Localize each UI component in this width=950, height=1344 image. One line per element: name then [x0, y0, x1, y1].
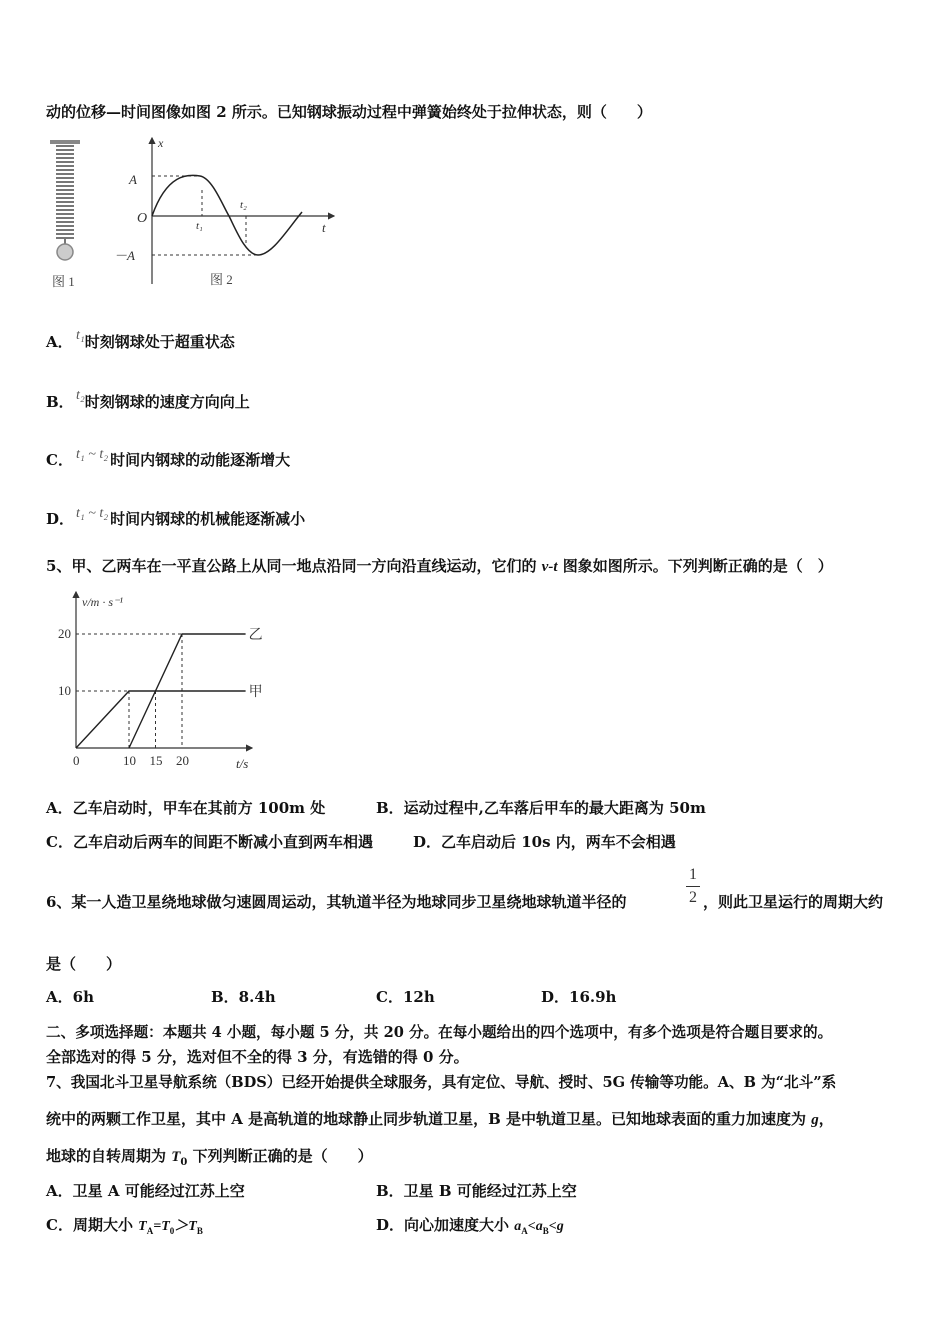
x-tick-label: 15 [149, 753, 163, 768]
q4-option-c[interactable] [46, 447, 291, 472]
q7-option-d-text: D．向心加速度大小 [376, 1216, 515, 1234]
t-axis-label: t [322, 220, 326, 235]
q7-option-d[interactable] [376, 1215, 564, 1241]
option-letter: A． [46, 333, 73, 351]
q5-stem-a: 5、甲、乙两车在一平直公路上从同一地点沿同一方向沿直线运动，它们的 [46, 557, 542, 575]
q5-option-c[interactable]: C．乙车启动后两车的间距不断减小直到两车相遇 [46, 833, 373, 851]
option-math: t₁ [76, 328, 85, 343]
option-text: 时间内钢球的机械能逐渐减小 [110, 510, 306, 528]
q6-option-c[interactable]: C．12h [376, 988, 435, 1006]
q7-line3-a: 地球的自转周期为 [46, 1147, 172, 1165]
spring-figure [44, 138, 94, 293]
A-label: A [129, 172, 137, 187]
q7-line2 [46, 1109, 834, 1130]
option-text: 时间内钢球的动能逐渐增大 [110, 451, 291, 469]
option-math: t₂ [76, 388, 85, 403]
series-label: 甲 [248, 685, 263, 700]
q6-fraction [686, 866, 700, 907]
fig2-caption: 图 2 [210, 272, 233, 287]
q6-option-b[interactable]: B．8.4h [211, 988, 276, 1006]
fig1-caption: 图 1 [52, 274, 75, 289]
spring-coil [56, 146, 74, 244]
section2-line1: 二、多项选择题：本题共 4 小题，每小题 5 分，共 20 分。在每小题给出的四个选项中，有多个选项是符合题目要求的。 [46, 1024, 833, 1041]
q4-option-b[interactable] [46, 388, 250, 414]
q7-T0: T [171, 1149, 181, 1165]
q7-g: g [811, 1112, 819, 1128]
q7-line3-b: 下列判断正确的是（ ） [187, 1147, 373, 1165]
option-math: t₁ ~ t₂ [76, 506, 109, 521]
xt-graph [112, 134, 342, 294]
t1-label: t₁ [196, 220, 203, 232]
option-letter: D． [46, 510, 75, 528]
q6-option-a[interactable]: A．6h [46, 988, 94, 1006]
q6-stem-a: 6、某一人造卫星绕地球做匀速圆周运动，其轨道半径为地球同步卫星绕地球轨道半径的 [46, 893, 627, 911]
steel-ball [57, 244, 73, 260]
option-letter: B． [46, 393, 74, 411]
y-tick-label: 10 [58, 683, 71, 698]
q4-stem: 动的位移—时间图像如图 2 所示。已知钢球振动过程中弹簧始终处于拉伸状态，则（ ） [46, 103, 652, 121]
q7-line2-b: ， [818, 1110, 834, 1128]
q7-option-a[interactable]: A．卫星 A 可能经过江苏上空 [46, 1182, 245, 1200]
option-math: t₁ ~ t₂ [76, 447, 109, 462]
option-letter: C． [46, 451, 73, 469]
q6-stem-b: ，则此卫星运行的周期大约 [703, 893, 884, 911]
vt-x-label: t/s [236, 756, 249, 771]
spring-ceiling [50, 140, 80, 144]
q7-line2-a: 统中的两颗工作卫星，其中 A 是高轨道的地球静止同步轨道卫星，B 是中轨道卫星。已知地球表面的重力加速度为 [46, 1110, 812, 1128]
frac-bar [686, 886, 700, 887]
vt-y-label: v/m · s⁻¹ [82, 595, 123, 609]
frac-denominator: 2 [689, 889, 697, 906]
option-text: 时刻钢球的速度方向向上 [84, 393, 250, 411]
q7-line1: 7、我国北斗卫星导航系统（BDS）已经开始提供全球服务，具有定位、导航、授时、5G 传输等功能。A、B 为“北斗”系 [46, 1074, 837, 1091]
origin-label: O [137, 211, 148, 226]
frac-numerator: 1 [689, 866, 697, 883]
q5-stem-vt: v-t [541, 559, 558, 575]
q7-option-c-math: $T_A=T_0>T_B$ [138, 1219, 203, 1236]
q4-option-d[interactable] [46, 506, 306, 531]
q5-option-b[interactable]: B．运动过程中,乙车落后甲车的最大距离为 50m [376, 799, 706, 817]
q5-stem-b: 图象如图所示。下列判断正确的是（ ） [557, 557, 833, 575]
negA-label: －A [114, 248, 135, 263]
x-axis-label: x [158, 136, 164, 150]
t2-label: t₂ [240, 199, 247, 211]
vt-chart [40, 588, 280, 778]
series-label: 乙 [248, 628, 263, 643]
q5-stem [46, 556, 833, 577]
q6-option-d[interactable]: D．16.9h [541, 988, 617, 1006]
section2-line2: 全部选对的得 5 分，选对但不全的得 3 分，有选错的得 0 分。 [46, 1048, 469, 1066]
x-tick-label: 10 [123, 753, 136, 768]
q7-T0-sub: 0 [180, 1157, 188, 1168]
x-tick-label: 0 [73, 753, 80, 768]
q7-option-b[interactable]: B．卫星 B 可能经过江苏上空 [376, 1182, 577, 1200]
q5-option-a[interactable]: A．乙车启动时，甲车在其前方 100m 处 [46, 799, 326, 817]
y-tick-label: 20 [58, 626, 71, 641]
x-tick-label: 20 [176, 753, 189, 768]
option-text: 时刻钢球处于超重状态 [84, 333, 235, 351]
sine-curve [152, 175, 302, 255]
q7-line3 [46, 1146, 373, 1173]
q7-option-c[interactable] [46, 1215, 203, 1241]
q4-option-a[interactable] [46, 328, 235, 354]
q7-option-c-text: C．周期大小 [46, 1216, 139, 1234]
q7-option-d-math: $a_A<a_B<g$ [514, 1219, 564, 1236]
q6-stem-c: 是（ ） [46, 955, 122, 973]
q5-option-d[interactable]: D．乙车启动后 10s 内，两车不会相遇 [413, 833, 676, 851]
series-line-jia [76, 691, 246, 748]
